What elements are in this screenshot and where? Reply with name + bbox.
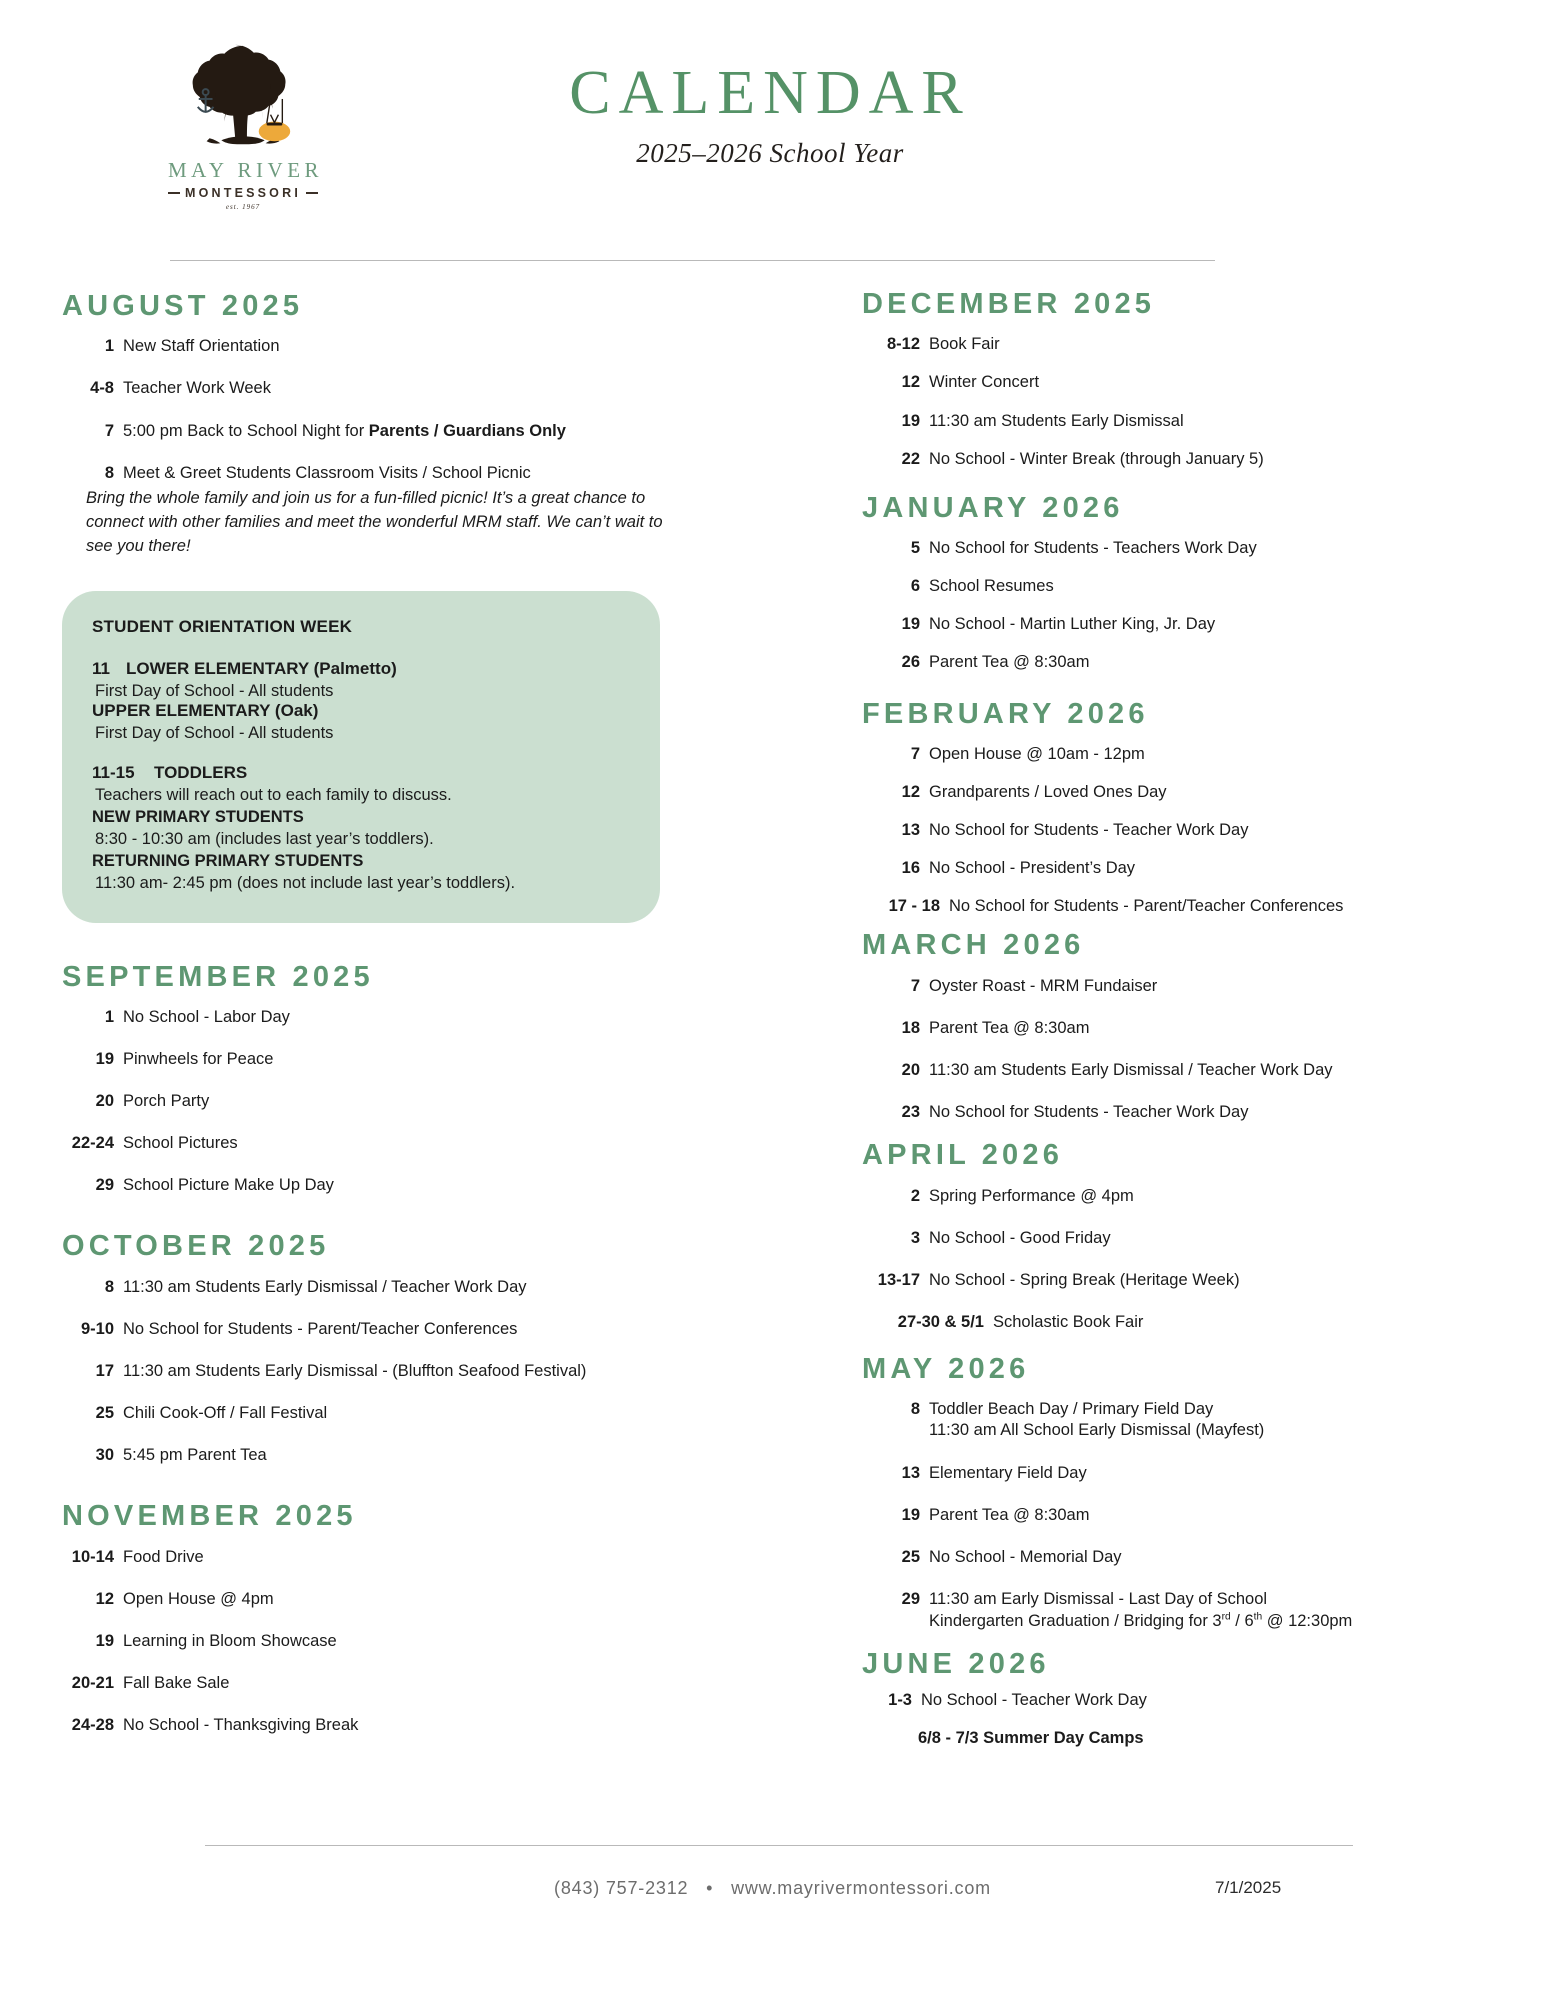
- event-text: No School - Good Friday: [929, 1228, 1111, 1247]
- event-row: [62, 1049, 712, 1070]
- logo-school-name: MAY RIVER: [168, 158, 324, 182]
- orientation-group-3-day: 11-15: [92, 762, 135, 782]
- event-text: Parent Tea @ 8:30am: [929, 1505, 1090, 1524]
- event-text: Learning in Bloom Showcase: [123, 1631, 337, 1650]
- month-heading-june: JUNE 2026: [862, 1647, 1050, 1680]
- event-text-line2: [929, 1612, 1352, 1630]
- event-day: 13: [901, 1463, 920, 1482]
- event-row: [62, 1361, 712, 1382]
- event-text: 11:30 am Students Early Dismissal / Teacher Work Day: [123, 1277, 527, 1296]
- orientation-group-4-line: 8:30 - 10:30 am (includes last year’s toddlers).: [95, 829, 434, 848]
- event-row: [62, 1175, 712, 1196]
- event-day: 12: [95, 1589, 114, 1608]
- student-orientation-week-box: [62, 591, 660, 923]
- event-row: [862, 1018, 1482, 1039]
- footer-website[interactable]: www.mayrivermontessori.com: [731, 1878, 991, 1898]
- event-text: Parent Tea @ 8:30am: [929, 653, 1090, 672]
- event-row: [62, 463, 712, 484]
- event-text: Meet & Greet Students Classroom Visits / School Picnic: [123, 463, 531, 482]
- orientation-group-5-head: RETURNING PRIMARY STUDENTS: [92, 851, 364, 870]
- event-day: 5: [910, 539, 920, 558]
- footer-separator-dot: •: [706, 1878, 714, 1898]
- event-row: [862, 976, 1482, 997]
- event-row: [62, 1673, 712, 1694]
- event-day: 17 - 18: [888, 897, 940, 916]
- event-text: Elementary Field Day: [929, 1463, 1087, 1482]
- event-row: [62, 1319, 712, 1340]
- event-text: 11:30 am Students Early Dismissal / Teacher Work Day: [929, 1061, 1333, 1080]
- event-day: 9-10: [80, 1319, 114, 1338]
- school-logo: [168, 38, 324, 211]
- event-row: [62, 1277, 712, 1298]
- event-text: Grandparents / Loved Ones Day: [929, 783, 1167, 802]
- event-text: Pinwheels for Peace: [123, 1050, 274, 1068]
- event-row: [862, 1505, 1482, 1526]
- event-text: New Staff Orientation: [123, 337, 280, 356]
- month-heading-january: JANUARY 2026: [862, 491, 1124, 524]
- month-heading-october: OCTOBER 2025: [62, 1230, 330, 1263]
- event-day: 13: [901, 821, 920, 840]
- event-row: [62, 378, 712, 399]
- event-text: No School - Winter Break (through January 5): [929, 449, 1264, 468]
- event-row: [862, 1589, 1482, 1632]
- event-row: [862, 782, 1482, 803]
- event-day: 8-12: [886, 335, 920, 354]
- event-day: 27-30 & 5/1: [897, 1312, 984, 1331]
- footer-divider: [205, 1845, 1353, 1846]
- event-row: [862, 1399, 1482, 1441]
- event-text: Book Fair: [929, 335, 1000, 354]
- summer-camps-text: 6/8 - 7/3 Summer Day Camps: [918, 1729, 1144, 1748]
- orientation-group-2-head: UPPER ELEMENTARY (Oak): [92, 700, 319, 720]
- orientation-group-4-head: NEW PRIMARY STUDENTS: [92, 807, 304, 826]
- footer-revision-date: 7/1/2025: [1215, 1878, 1282, 1897]
- event-row: [62, 1715, 712, 1736]
- event-text: [929, 1399, 1264, 1441]
- event-day: 20: [95, 1092, 114, 1111]
- orientation-group-3-head: [92, 763, 632, 783]
- event-text: School Pictures: [123, 1134, 238, 1153]
- event-row: [862, 1463, 1482, 1484]
- event-text: Chili Cook-Off / Fall Festival: [123, 1404, 328, 1423]
- event-day: 13-17: [877, 1270, 920, 1289]
- event-day: 20: [901, 1061, 920, 1080]
- page-title: CALENDAR: [569, 59, 971, 127]
- month-heading-september: SEPTEMBER 2025: [62, 960, 374, 993]
- month-heading-march: MARCH 2026: [862, 929, 1085, 962]
- event-text: Scholastic Book Fair: [993, 1312, 1144, 1331]
- event-day: 7: [910, 744, 920, 763]
- event-row: [862, 896, 1482, 917]
- event-text-line2: 11:30 am All School Early Dismissal (Mayfest): [929, 1421, 1265, 1440]
- event-text: No School for Students - Parent/Teacher Conferences: [123, 1319, 518, 1338]
- event-day: 17: [95, 1362, 114, 1380]
- logo-school-subtitle: MONTESSORI: [184, 186, 302, 200]
- event-row: [62, 421, 712, 442]
- event-text: No School for Students - Teacher Work Day: [929, 1103, 1249, 1122]
- event-text: No School - Martin Luther King, Jr. Day: [929, 615, 1216, 634]
- event-text: 11:30 am Students Early Dismissal - (Bluffton Seafood Festival): [123, 1362, 587, 1380]
- event-row: [862, 1228, 1482, 1249]
- logo-established: est. 1967: [225, 203, 261, 211]
- month-heading-april: APRIL 2026: [862, 1139, 1064, 1172]
- event-text: No School for Students - Teachers Work Day: [929, 539, 1257, 558]
- event-text: No School - Thanksgiving Break: [123, 1716, 359, 1735]
- event-row: [62, 1133, 712, 1154]
- event-text: [929, 1589, 1352, 1632]
- event-day: 25: [901, 1547, 920, 1566]
- event-text: Open House @ 4pm: [123, 1589, 274, 1608]
- event-day: 19: [95, 1631, 114, 1650]
- page-header: [0, 0, 1545, 258]
- event-day: 1: [104, 1007, 114, 1026]
- event-text: No School - Memorial Day: [929, 1547, 1122, 1566]
- month-heading-may: MAY 2026: [862, 1353, 1030, 1386]
- event-text: Food Drive: [123, 1547, 204, 1566]
- event-day: 26: [901, 653, 920, 672]
- event-text: [123, 421, 566, 442]
- event-text: Parent Tea @ 8:30am: [929, 1018, 1090, 1037]
- event-row: [862, 820, 1482, 841]
- orientation-group-1-day: 11: [92, 658, 110, 678]
- event-day: 12: [901, 373, 920, 392]
- event-day: 20-21: [71, 1674, 114, 1692]
- event-text: Porch Party: [123, 1092, 210, 1111]
- logo-dash-left: [168, 192, 180, 194]
- event-day: 16: [901, 859, 920, 878]
- event-day: 8: [104, 1277, 114, 1296]
- event-day: 10-14: [71, 1547, 114, 1566]
- event-day: 22: [901, 449, 920, 468]
- event-row: [62, 1007, 712, 1028]
- orientation-group-3-label: TODDLERS: [154, 762, 248, 782]
- event-day: 1: [104, 337, 114, 356]
- event-text-line1: Toddler Beach Day / Primary Field Day: [929, 1400, 1214, 1419]
- event-row: [862, 334, 1482, 355]
- oak-tree-icon: [184, 38, 302, 156]
- orientation-group-5-line: 11:30 am- 2:45 pm (does not include last year’s toddlers).: [95, 873, 516, 892]
- event-row: [862, 576, 1482, 597]
- event-text: Winter Concert: [929, 373, 1040, 392]
- event-text: No School for Students - Parent/Teacher Conferences: [949, 897, 1344, 916]
- event-row: [862, 652, 1482, 673]
- summer-camps-row: [862, 1728, 1482, 1749]
- orientation-group-1-head: [92, 659, 632, 679]
- event-text: No School - Spring Break (Heritage Week): [929, 1270, 1240, 1289]
- event-row: [862, 372, 1482, 393]
- event-text-line1: 11:30 am Early Dismissal - Last Day of School: [929, 1589, 1268, 1608]
- month-heading-november: NOVEMBER 2025: [62, 1500, 357, 1533]
- event-text: 5:45 pm Parent Tea: [123, 1446, 267, 1465]
- event-row: [862, 1547, 1482, 1568]
- event-row: [862, 538, 1482, 559]
- event-row: [862, 1312, 1482, 1333]
- event-row: [862, 614, 1482, 635]
- event-row: [62, 336, 712, 357]
- left-column: [62, 278, 712, 1736]
- event-text-emphasis: Parents / Guardians Only: [368, 421, 566, 440]
- event-row: [62, 1091, 712, 1112]
- event-text: No School - Teacher Work Day: [921, 1690, 1147, 1709]
- event-day: 29: [901, 1589, 920, 1608]
- event-day: 19: [901, 411, 920, 430]
- event-row: [862, 858, 1482, 879]
- event-day: 4-8: [90, 379, 114, 398]
- event-day: 7: [910, 976, 920, 995]
- event-day: 7: [104, 421, 114, 440]
- event-day: 18: [901, 1018, 920, 1037]
- footer-contact: [0, 1878, 1545, 1899]
- event-text-plain: 5:00 pm Back to School Night for: [123, 421, 369, 440]
- page-subtitle: 2025–2026 School Year: [636, 138, 904, 168]
- event-day: 22-24: [71, 1134, 114, 1153]
- event-day: 19: [95, 1050, 114, 1068]
- event-row: [62, 1445, 712, 1466]
- event-day: 8: [910, 1400, 920, 1419]
- month-heading-august: AUGUST 2025: [62, 290, 304, 322]
- event-day: 23: [901, 1103, 920, 1122]
- event-day: 24-28: [71, 1716, 114, 1735]
- event-text: 11:30 am Students Early Dismissal: [929, 411, 1184, 430]
- event-text: School Picture Make Up Day: [123, 1176, 334, 1195]
- event-row: [62, 1589, 712, 1610]
- event-row: [862, 1102, 1482, 1123]
- event-text: No School for Students - Teacher Work Day: [929, 821, 1249, 840]
- orientation-box-title: STUDENT ORIENTATION WEEK: [92, 616, 353, 636]
- event-day: 2: [910, 1186, 920, 1205]
- ordinal-superscript-3rd: rd: [1221, 1611, 1231, 1623]
- event-day: 29: [95, 1176, 114, 1195]
- event-row: [62, 1631, 712, 1652]
- orientation-group-1-label: LOWER ELEMENTARY (Palmetto): [126, 658, 397, 678]
- header-divider: [170, 260, 1215, 261]
- month-heading-december: DECEMBER 2025: [862, 288, 1156, 320]
- event-text: School Resumes: [929, 577, 1054, 596]
- picnic-note: Bring the whole family and join us for a fun-filled picnic! It’s a great chance to connect with other families and meet the wonderful MRM staff. We can’t wait to see you there!: [86, 488, 663, 555]
- event-day: 30: [95, 1446, 114, 1465]
- right-column: [862, 278, 1482, 1749]
- event-text: No School - Labor Day: [123, 1007, 290, 1026]
- event-row: [862, 1690, 1482, 1711]
- orientation-group-3-line: Teachers will reach out to each family to discuss.: [95, 785, 452, 804]
- event-row: [862, 1270, 1482, 1291]
- event-text: Oyster Roast - MRM Fundaiser: [929, 976, 1158, 995]
- event-text: No School - President’s Day: [929, 859, 1136, 878]
- footer-phone: (843) 757-2312: [554, 1878, 689, 1898]
- event-row: [862, 449, 1482, 470]
- event-row: [62, 1547, 712, 1568]
- event-row: [62, 1403, 712, 1424]
- event-day: 8: [104, 463, 114, 482]
- event-day: 19: [901, 1505, 920, 1524]
- graduation-text-mid: / 6: [1230, 1611, 1254, 1630]
- event-day: 12: [901, 783, 920, 802]
- event-row: [862, 1060, 1482, 1081]
- graduation-text-post: @ 12:30pm: [1262, 1611, 1353, 1630]
- event-text: Fall Bake Sale: [123, 1674, 230, 1692]
- event-text: Spring Performance @ 4pm: [929, 1186, 1134, 1205]
- month-heading-february: FEBRUARY 2026: [862, 697, 1149, 730]
- event-day: 19: [901, 615, 920, 634]
- logo-dash-right: [306, 192, 318, 194]
- event-row: [862, 1186, 1482, 1207]
- event-day: 25: [95, 1404, 114, 1423]
- title-block: [420, 59, 1120, 169]
- orientation-group-2-line: First Day of School - All students: [95, 723, 334, 742]
- event-day: 3: [910, 1228, 920, 1247]
- event-day: 6: [910, 577, 920, 596]
- event-text: Teacher Work Week: [123, 379, 271, 398]
- ordinal-superscript-6th: th: [1253, 1611, 1263, 1623]
- event-row: [862, 411, 1482, 432]
- event-row: [862, 744, 1482, 765]
- graduation-text-pre: Kindergarten Graduation / Bridging for 3: [929, 1611, 1222, 1630]
- event-text: Open House @ 10am - 12pm: [929, 744, 1145, 763]
- orientation-group-1-line: First Day of School - All students: [95, 681, 334, 700]
- event-day: 1-3: [888, 1690, 912, 1709]
